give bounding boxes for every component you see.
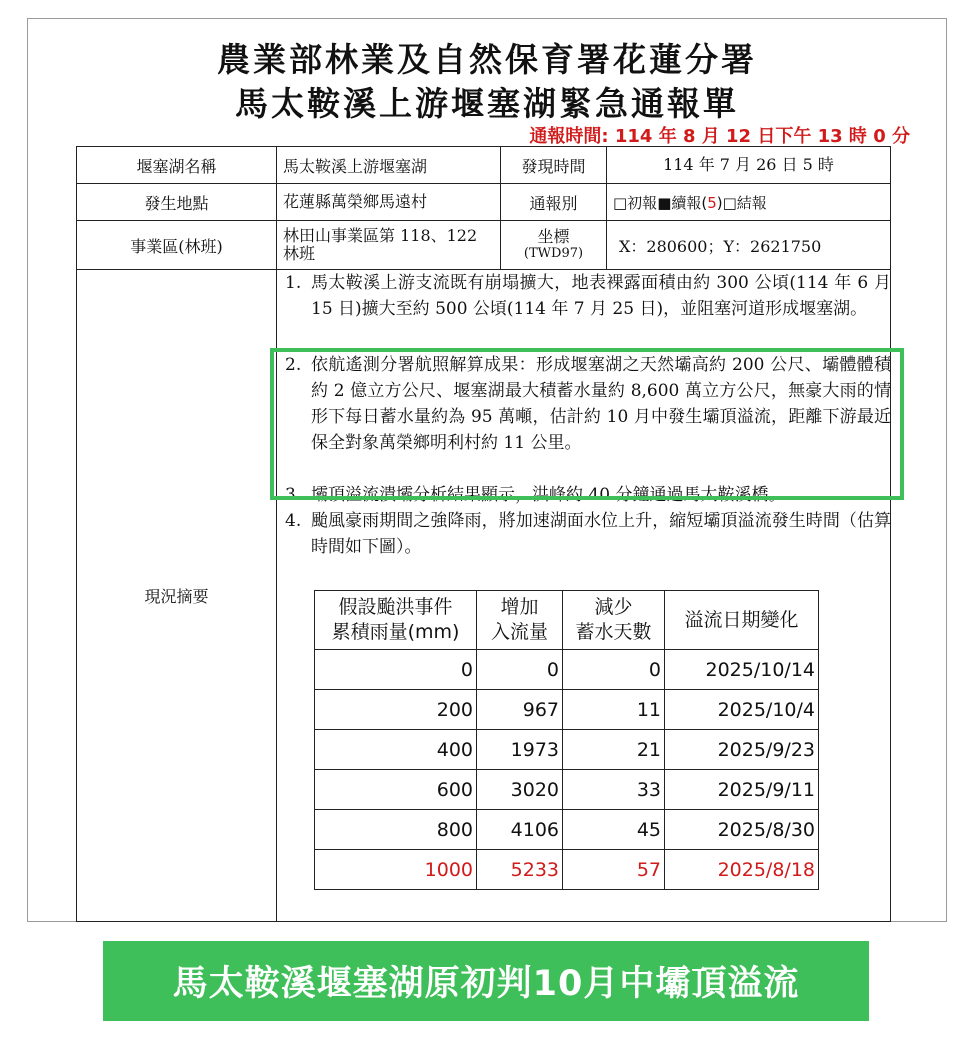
summary-item-number: 2. (285, 355, 302, 375)
summary-item-number: 4. (285, 511, 302, 531)
header-inflow (477, 591, 563, 650)
caption-banner (103, 941, 869, 1021)
report-type-followup-suffix: ) (716, 193, 723, 212)
cell-date: 2025/9/23 (665, 730, 819, 770)
cell-date: 2025/9/11 (665, 770, 819, 810)
summary-item-text: 馬太鞍溪上游支流既有崩塌擴大，地表裸露面積由約 300 公頃(114 年 6 月 15 日)擴大至約 500 公頃(114 年 7 月 25 日)，並阻塞河道形成堰塞湖。 (311, 273, 891, 319)
cell-inflow: 3020 (477, 770, 563, 810)
cell-rainfall: 800 (315, 810, 477, 850)
cell-days: 11 (563, 690, 665, 730)
cell-inflow: 967 (477, 690, 563, 730)
header-rainfall (315, 591, 477, 650)
scenario-row (315, 810, 819, 850)
lake-name-label: 堰塞湖名稱 (77, 147, 277, 184)
location-label: 發生地點 (77, 184, 277, 221)
table-row (77, 147, 891, 184)
scenario-row (315, 730, 819, 770)
coord-label: 坐標 (537, 227, 570, 246)
cell-rainfall: 400 (315, 730, 477, 770)
report-time: 通報時間: 114 年 8 月 12 日下午 13 時 0 分 (529, 126, 910, 147)
table-row (77, 221, 891, 270)
report-type-value (607, 184, 891, 221)
coord-system: (TWD97) (523, 246, 584, 261)
scenario-row (315, 690, 819, 730)
cell-inflow: 1973 (477, 730, 563, 770)
cell-date: 2025/8/18 (665, 850, 819, 890)
summary-item-number: 1. (285, 273, 302, 293)
summary-label: 現況摘要 (77, 270, 277, 922)
summary-item (285, 352, 891, 456)
header-date (665, 591, 819, 650)
cell-days: 0 (563, 650, 665, 690)
header-days-text: 減少 蓄水天數 (575, 596, 652, 643)
summary-item-text: 颱風豪雨期間之強降雨，將加速湖面水位上升，縮短壩頂溢流發生時間（估算時間如下圖）。 (311, 511, 891, 557)
lake-name-value: 馬太鞍溪上游堰塞湖 (277, 147, 501, 184)
cell-days: 57 (563, 850, 665, 890)
cell-date: 2025/8/30 (665, 810, 819, 850)
location-value: 花蓮縣萬榮鄉馬遠村 (277, 184, 501, 221)
district-label: 事業區(林班) (77, 221, 277, 270)
caption-text: 馬太鞍溪堰塞湖原初判10月中壩頂溢流 (172, 964, 800, 1004)
summary-item (285, 482, 891, 508)
scenario-row (315, 770, 819, 810)
cell-days: 45 (563, 810, 665, 850)
summary-item-text: 依航遙測分署航照解算成果：形成堰塞湖之天然壩高約 200 公尺、壩體體積約 2 億立方公尺、堰塞湖最大積蓄水量約 8,600 萬立方公尺，無豪大雨的情形下每日蓄水量約為 95 萬噸，估計約 10 月中發生壩頂溢流，距離下游最近保全對象萬榮鄉明利村約 11 公里。 (311, 355, 891, 453)
header-date-text: 溢流日期變化 (684, 608, 799, 631)
coord-label-cell (501, 221, 607, 270)
document-title-agency: 農業部林業及自然保育署花蓮分署 (217, 40, 757, 79)
overflow-scenario-table (314, 590, 819, 890)
cell-date: 2025/10/14 (665, 650, 819, 690)
discovery-time-value: 114 年 7 月 26 日 5 時 (607, 147, 891, 184)
cell-inflow: 0 (477, 650, 563, 690)
followup-count: 5 (707, 193, 717, 212)
summary-item-number: 3. (285, 485, 302, 505)
cell-rainfall: 200 (315, 690, 477, 730)
table-row (77, 184, 891, 221)
report-type-label: 通報別 (501, 184, 607, 221)
cell-date: 2025/10/4 (665, 690, 819, 730)
summary-item-text: 壩頂溢流潰壩分析結果顯示，洪峰約 40 分鐘通過馬太鞍溪橋。 (311, 485, 786, 505)
district-value: 林田山事業區第 118、122 林班 (277, 221, 501, 270)
summary-item (285, 508, 891, 560)
coord-value: X：280600；Y：2621750 (607, 221, 891, 270)
summary-item (285, 270, 891, 340)
cell-days: 21 (563, 730, 665, 770)
discovery-time-label: 發現時間 (501, 147, 607, 184)
cell-days: 33 (563, 770, 665, 810)
cell-inflow: 5233 (477, 850, 563, 890)
cell-inflow: 4106 (477, 810, 563, 850)
report-type-initial: □初報 (613, 193, 658, 212)
header-inflow-text: 增加 入流量 (490, 596, 548, 643)
document-title-report: 馬太鞍溪上游堰塞湖緊急通報單 (235, 84, 739, 123)
report-type-followup-prefix: ■續報( (657, 193, 708, 212)
header-days (563, 591, 665, 650)
cell-rainfall: 0 (315, 650, 477, 690)
cell-rainfall: 1000 (315, 850, 477, 890)
scenario-row-highlight (315, 850, 819, 890)
report-type-final: □結報 (722, 193, 767, 212)
header-rainfall-text: 假設颱洪事件 累積雨量(mm) (331, 596, 460, 643)
scenario-header-row (315, 591, 819, 650)
cell-rainfall: 600 (315, 770, 477, 810)
scenario-row (315, 650, 819, 690)
